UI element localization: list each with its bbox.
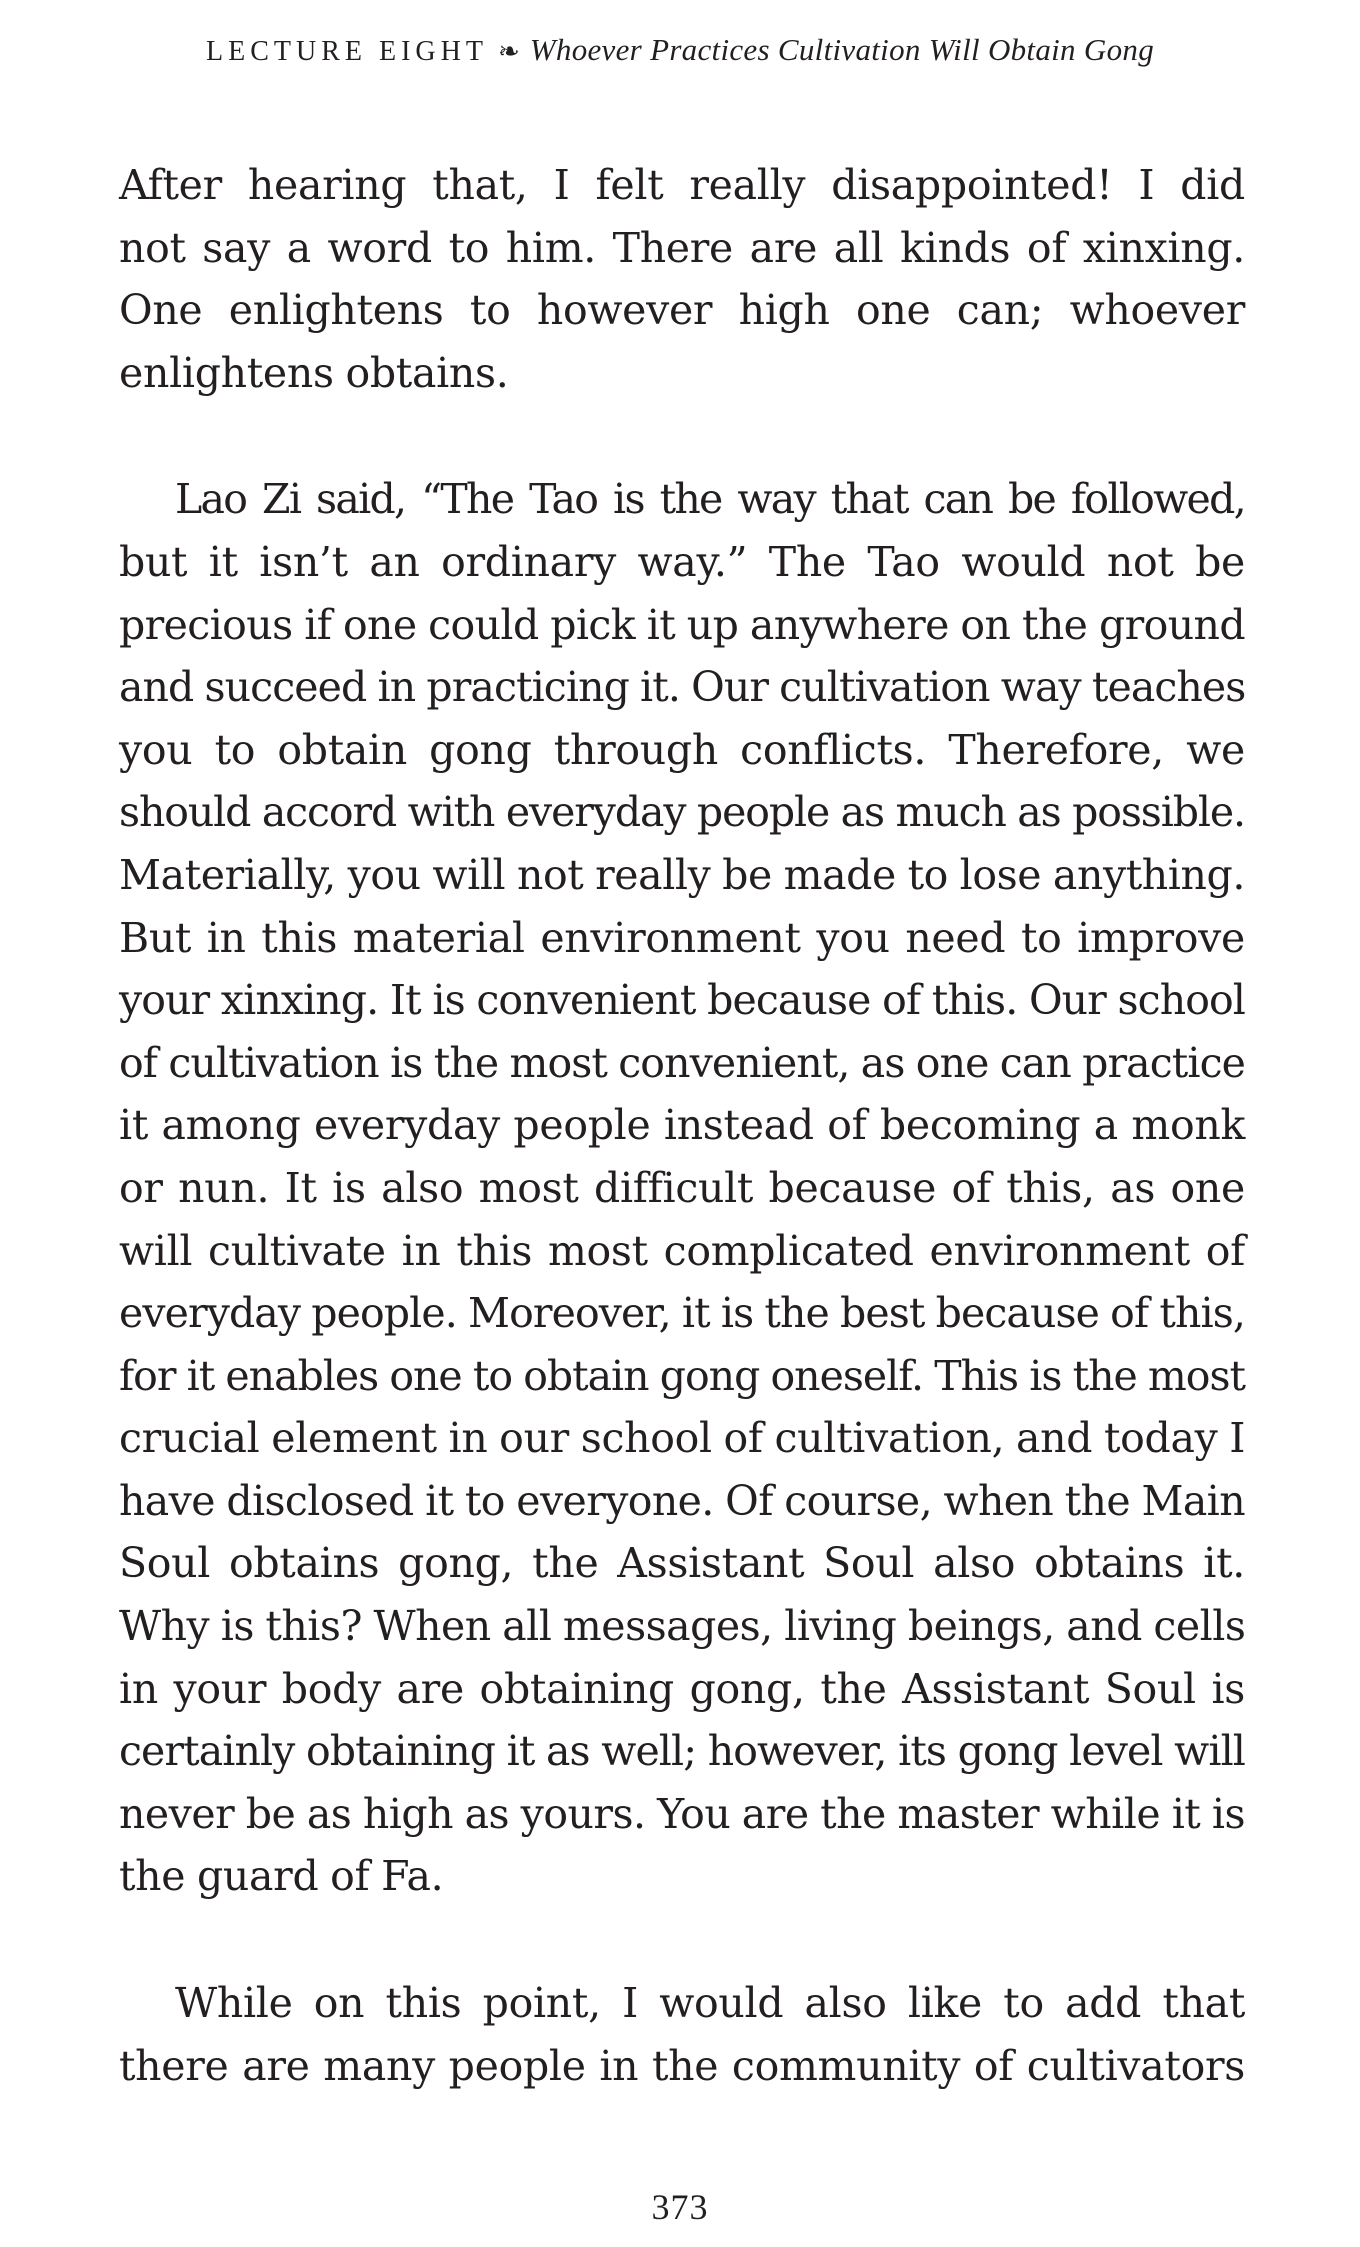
lecture-label: LECTURE EIGHT <box>206 36 488 67</box>
text-line: in your body are obtaining gong, the Assistant Soul is <box>119 1664 1245 1713</box>
body-text <box>119 154 1245 2161</box>
text-line: One enlightens to however high one can; whoever <box>119 286 1245 335</box>
page-number: 373 <box>651 2187 709 2227</box>
text-line: there are many people in the community of cultivators <box>119 2041 1245 2090</box>
text-line: it among everyday people instead of becoming a monk <box>119 1101 1245 1150</box>
text-line: of cultivation is the most convenient, as one can practice <box>119 1038 1245 1087</box>
text-line: your xinxing. It is convenient because of this. Our school <box>119 976 1245 1025</box>
text-line: After hearing that, I felt really disappointed! I did <box>119 161 1245 209</box>
text-line: Materially, you will not really be made to lose anything. <box>119 850 1245 899</box>
text-line: will cultivate in this most complicated environment of <box>119 1226 1245 1275</box>
text-line: certainly obtaining it as well; however, its gong level will <box>119 1727 1245 1776</box>
text-line: But in this material environment you need to improve <box>119 913 1245 962</box>
text-line: Why is this? When all messages, living beings, and cells <box>119 1602 1246 1651</box>
paragraph-1 <box>119 154 1245 404</box>
text-line: or nun. It is also most difficult because of this, as one <box>119 1163 1245 1212</box>
text-line: Soul obtains gong, the Assistant Soul also obtains it. <box>119 1539 1245 1588</box>
text-line: never be as high as yours. You are the master while it is <box>119 1789 1245 1838</box>
text-line: crucial element in our school of cultivation, and today I <box>119 1414 1246 1463</box>
text-line: have disclosed it to everyone. Of course, when the Main <box>119 1476 1245 1525</box>
text-line: enlightens obtains. <box>119 348 509 397</box>
text-line: you to obtain gong through conflicts. Therefore, we <box>119 725 1245 774</box>
paragraph-3 <box>119 1972 1245 2097</box>
text-line: not say a word to him. There are all kinds of xinxing. <box>119 223 1245 272</box>
text-line: but it isn’t an ordinary way.” The Tao would not be <box>119 537 1245 586</box>
text-line: should accord with everyday people as much as possible. <box>119 788 1245 837</box>
text-line: for it enables one to obtain gong oneself. This is the most <box>119 1351 1245 1400</box>
text-line: precious if one could pick it up anywhere on the ground <box>119 600 1245 649</box>
fleuron-icon: ❧ <box>497 37 520 66</box>
text-line: everyday people. Moreover, it is the best because of this, <box>119 1289 1245 1338</box>
chapter-title: Whoever Practices Cultivation Will Obtain Gong <box>529 32 1154 67</box>
text-line: Lao Zi said, “The Tao is the way that can be followed, <box>175 475 1245 524</box>
running-header <box>0 28 1360 74</box>
text-line: While on this point, I would also like to add that <box>175 1979 1245 2028</box>
paragraph-2 <box>119 468 1245 1908</box>
text-line: the guard of Fa. <box>119 1852 444 1901</box>
text-line: and succeed in practicing it. Our cultivation way teaches <box>119 663 1246 712</box>
